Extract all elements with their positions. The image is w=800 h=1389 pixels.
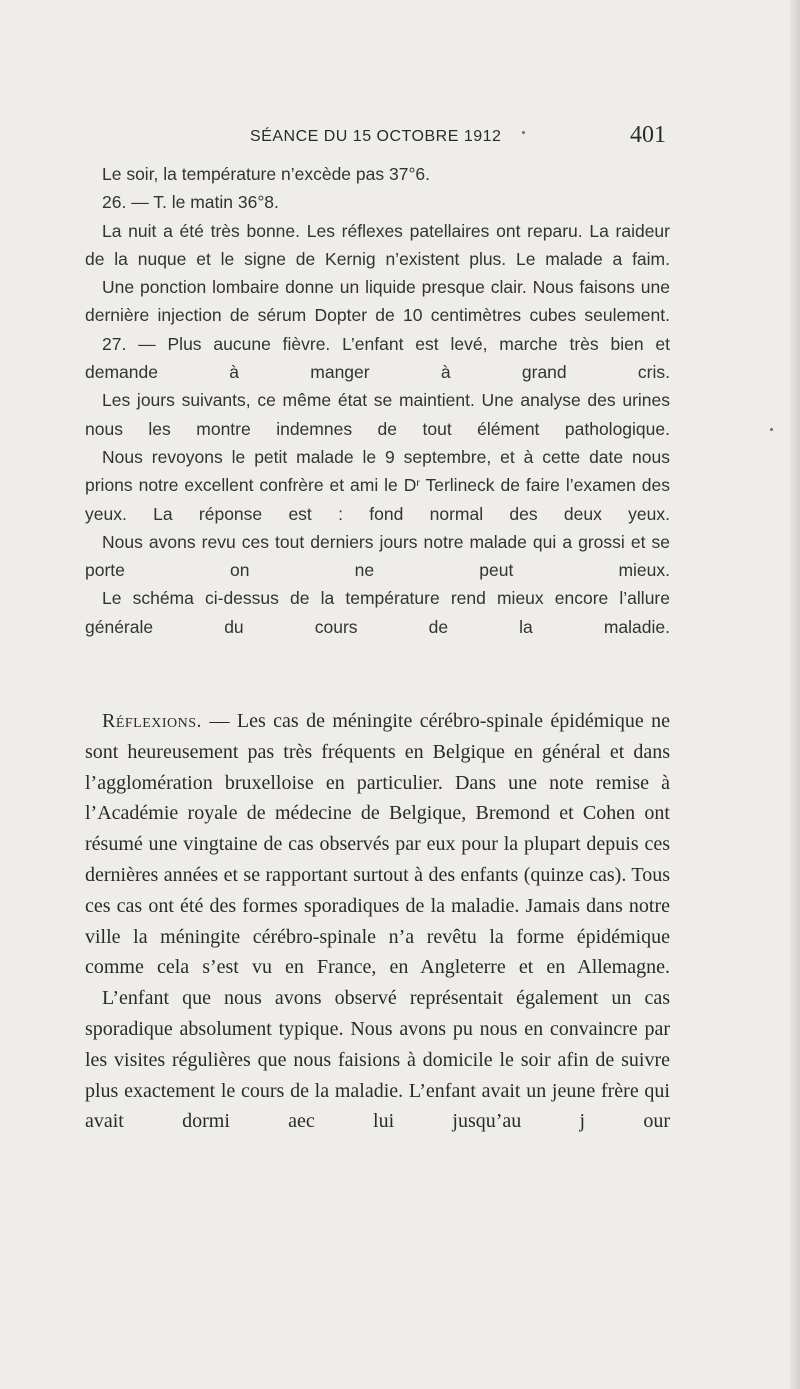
doctor-abbrev-sup: r [416,477,420,490]
eye-exam-text-end: Terlineck de faire l’examen des yeux. La réponse est : fond normal des deux yeux. [85,475,671,524]
paragraph-day-26: 26. — T. le matin 36°8. [102,192,279,213]
paragraph-night: La nuit a été très bonne. Les réflexes patellaires ont reparu. La raideur de la nuque et le signe de Kernig n’existent plus. Le malade a faim. [85,220,670,269]
page-header [0,122,800,152]
reflexions-text: — Les cas de méningite cérébro-spinale épidémique ne sont heureusement pas très fréquents en Belgique en général et dans l’agglomération bruxelloise en particulier. Dans une note remise à l’Académie royale de médecine de Belgique, Bremond et Cohen ont résumé une vingtaine de cas observés par eux pour la plupart depuis ces dernières années et se rapportant surtout à des enfants (quinze cas). Tous ces cas ont été des formes sporadiques de la maladie. Jamais dans notre ville la méningite cérébro-spinale n’a revêtu la forme épidémique comme cela s’est vu en France, en Angleterre et en Allemagne. [85,710,670,979]
running-head: SÉANCE DU 15 OCTOBRE 1912 [250,128,502,145]
paragraph-lumbar-puncture: Une ponction lombaire donne un liquide presque clair. Nous faisons une dernière injection de sérum Dopter de 10 centimètres cubes seulement. [85,277,670,326]
paragraph-following-days: Les jours suivants, ce même état se maintient. Une analyse des urines nous les montre indemnes de tout élément pathologique. [85,390,670,439]
paragraph-day-27: 27. — Plus aucune fièvre. L’enfant est levé, marche très bien et demande à manger à grand cris. [85,333,670,383]
paragraph-schema: Le schéma ci-dessus de la température rend mieux encore l’allure générale du cours de la maladie. [85,588,670,637]
paragraph-reflexions [85,706,670,983]
reflexions-label: Réflexions. [102,710,203,732]
page-number: 401 [630,122,666,148]
case-report-section [85,160,670,641]
paragraph-temperature-evening: Le soir, la température n’excède pas 37°6. [102,164,431,184]
page-edge-shadow [790,0,800,1389]
paper-speck [770,428,773,431]
paper-speck [522,131,525,134]
reflections-section [85,706,670,1137]
paragraph-eye-exam [85,443,670,528]
paragraph-sporadic-case: L’enfant que nous avons observé représentait également un cas sporadique absolument typique. Nous avons pu nous en convaincre par les visites régulières que nous faisions à domicile le soir afin de suivre plus exactement le cours de la maladie. L’enfant avait un jeune frère qui avait dormi aec lui jusqu’au j our [85,987,670,1133]
eye-exam-text-start: Nous revoyons le petit malade le 9 septembre, et à cette date nous prions notre excellent confrère et ami le D [85,446,670,496]
paragraph-revisit: Nous avons revu ces tout derniers jours notre malade qui a grossi et se porte on ne peut mieux. [85,531,670,581]
